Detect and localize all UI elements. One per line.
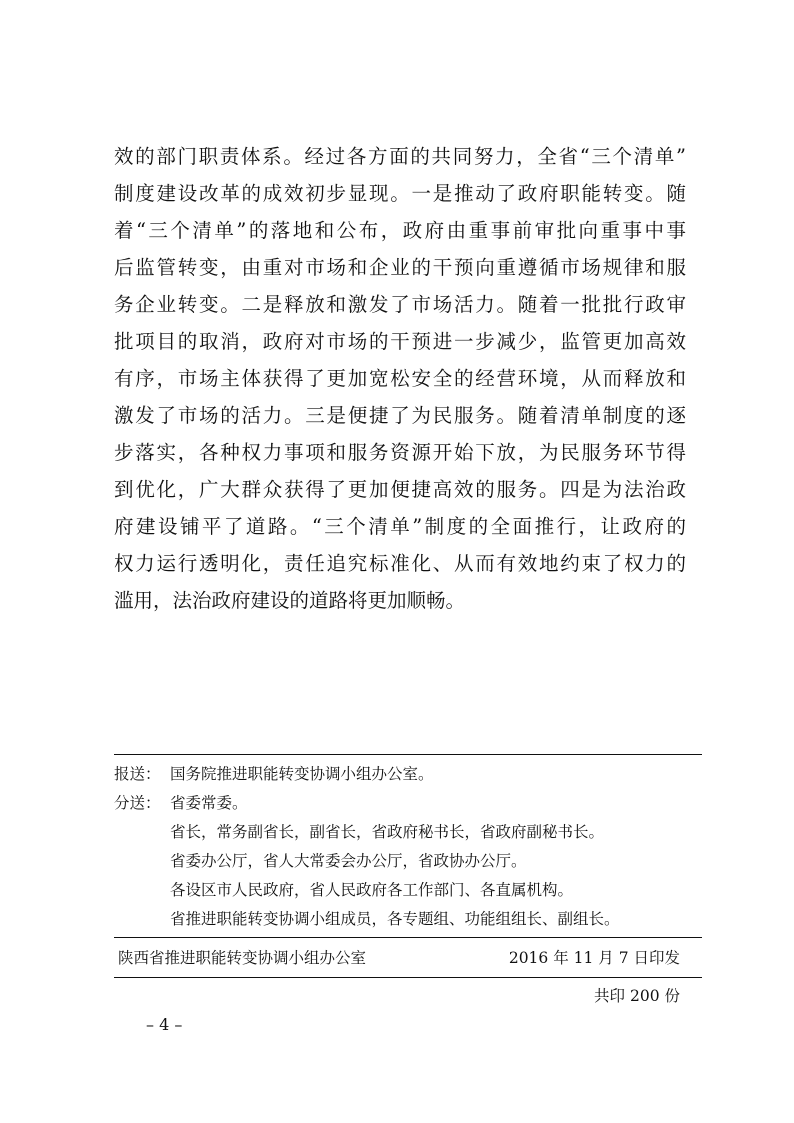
page-number: – 4 – [146, 1015, 183, 1034]
distribution-block [114, 760, 704, 934]
issuer-top-divider [114, 937, 702, 938]
copy-to-recipient: 省委常委。 [170, 794, 248, 812]
issuer-bottom-divider [114, 977, 702, 978]
copy-to-recipient: 省推进职能转变协调小组成员，各专题组、功能组组长、副组长。 [170, 910, 620, 928]
copy-to-recipient: 省长，常务副省长，副省长，省政府秘书长，省政府副秘书长。 [170, 823, 605, 841]
issuer-name: 陕西省推进职能转变协调小组办公室 [118, 949, 367, 967]
copy-to-row [114, 905, 704, 934]
body-line: 激发了市场的活力。三是便捷了为民服务。随着清单制度的逐 [114, 404, 686, 427]
copy-to-row [114, 818, 704, 847]
copy-to-label: 分送： [114, 794, 161, 812]
body-line: 权力运行透明化，责任追究标准化、从而有效地约束了权力的 [114, 552, 686, 575]
body-line: 效的部门职责体系。经过各方面的共同努力，全省“三个清单” [114, 145, 686, 168]
body-line: 府建设铺平了道路。“三个清单”制度的全面推行，让政府的 [114, 515, 686, 538]
copy-to-row [114, 789, 704, 818]
report-to-label: 报送： [114, 765, 161, 783]
body-line: 后监管转变，由重对市场和企业的干预向重遵循市场规律和服 [114, 256, 686, 279]
body-line: 到优化，广大群众获得了更加便捷高效的服务。四是为法治政 [114, 478, 686, 501]
body-line: 有序，市场主体获得了更加宽松安全的经营环境，从而释放和 [114, 367, 686, 390]
copy-to-recipient: 各设区市人民政府，省人民政府各工作部门、各直属机构。 [170, 881, 574, 899]
report-to-row [114, 760, 704, 789]
body-line: 批项目的取消，政府对市场的干预进一步减少，监管更加高效 [114, 330, 686, 353]
report-to-recipient: 国务院推进职能转变协调小组办公室。 [170, 765, 434, 783]
copy-to-row [114, 847, 704, 876]
body-line: 务企业转变。二是释放和激发了市场活力。随着一批批行政审 [114, 293, 686, 316]
body-line: 步落实，各种权力事项和服务资源开始下放，为民服务环节得 [114, 441, 686, 464]
distribution-top-divider [114, 754, 702, 755]
print-copies: 共印 200 份 [594, 987, 680, 1005]
body-line: 制度建设改革的成效初步显现。一是推动了政府职能转变。随 [114, 182, 686, 205]
copy-to-recipient: 省委办公厅，省人大常委会办公厅，省政协办公厅。 [170, 852, 527, 870]
body-line: 着“三个清单”的落地和公布，政府由重事前审批向重事中事 [114, 219, 686, 242]
issue-date: 2016 年 11 月 7 日印发 [508, 949, 680, 967]
body-paragraph [114, 138, 686, 619]
copy-to-row [114, 876, 704, 905]
body-line: 滥用，法治政府建设的道路将更加顺畅。 [114, 589, 466, 612]
issuer-row [118, 942, 680, 974]
